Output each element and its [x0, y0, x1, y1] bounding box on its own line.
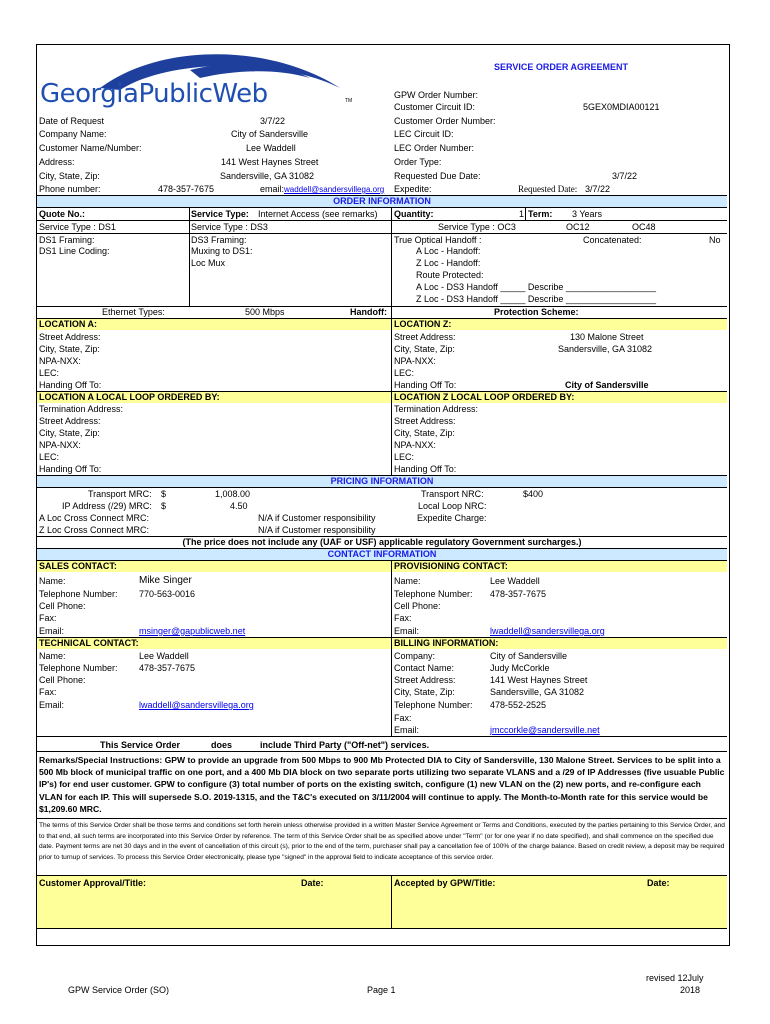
bill-contact-label: Contact Name: [394, 663, 455, 673]
bill-city-value: Sandersville, GA 31082 [490, 687, 585, 697]
loc-z-city-label: City, State, Zip: [394, 344, 455, 354]
term-label: Term: [528, 209, 553, 219]
rule [37, 233, 727, 234]
tech-cell-label: Cell Phone: [39, 675, 86, 685]
customer-circuit-id-value: 5GEX0MDIA00121 [583, 102, 660, 112]
z-loc-handoff-label: Z Loc - Handoff: [416, 258, 481, 268]
a-cross-connect-value: N/A if Customer responsibility [258, 513, 376, 523]
lec-order-number-label: LEC Order Number: [394, 143, 475, 153]
loc-z-street-value: 130 Malone Street [570, 332, 644, 342]
location-z-header: LOCATION Z: [394, 319, 452, 329]
a-cross-connect-label: A Loc Cross Connect MRC: [39, 513, 150, 523]
tech-name-label: Name: [39, 651, 66, 661]
address-label: Address: [39, 157, 75, 167]
transport-mrc-dollar: $ [161, 489, 167, 499]
customer-name-value: Lee Waddell [246, 143, 296, 153]
bill-company-value: City of Sandersville [490, 651, 568, 661]
footer-left: GPW Service Order (SO) [68, 985, 170, 995]
tech-phone-value: 478-357-7675 [139, 663, 196, 673]
loop-a-city-label: City, State, Zip: [39, 428, 100, 438]
z-cross-connect-value: N/A if Customer responsibility [258, 525, 376, 535]
rule [37, 928, 727, 929]
loc-z-handing-label: Handing Off To: [394, 380, 457, 390]
loc-mux-label: Loc Mux [191, 258, 226, 268]
prov-email-label: Email: [394, 626, 420, 636]
transport-nrc-value: $400 [523, 489, 544, 499]
bill-contact-value: Judy McCorkle [490, 663, 550, 673]
tech-email-label: Email: [39, 700, 65, 710]
third-party-part1: This Service Order [100, 740, 181, 750]
service-type-ds1: Service Type : DS1 [39, 222, 116, 232]
technical-contact-header: TECHNICAL CONTACT: [39, 638, 139, 648]
bill-phone-label: Telephone Number: [394, 700, 473, 710]
bill-email-link[interactable]: jmccorkle@sandersville.net [490, 725, 600, 735]
prov-email-link[interactable]: lwaddell@sandersvillega.org [490, 626, 605, 636]
third-party-part3: include Third Party ("Off-net") services. [260, 740, 430, 750]
rule [37, 736, 727, 737]
ethernet-types-value: 500 Mbps [245, 307, 285, 317]
route-protected-label: Route Protected: [416, 270, 484, 280]
date-of-request-value: 3/7/22 [260, 116, 286, 126]
city-state-zip-value: Sandersville, GA 31082 [220, 171, 315, 181]
sales-contact-header: SALES CONTACT: [39, 561, 117, 571]
email-label: email: [260, 184, 285, 194]
gpw-approval-label: Accepted by GPW/Title: [394, 878, 496, 888]
remarks-text: Remarks/Special Instructions: GPW to provide an upgrade from 500 Mbps to 900 Mb Protected DIA to City of Sandersville, 130 Malone Street. Services to be split into a 500 Mb block of municipal traffic on one port, and a 400 Mb DIA block on two separate ports utilizing two separate VLANS and a /29 of IP Addresses (five usuable Public IP's) for end user customer. GPW to configure (3) total number of ports on the existing switch, configure (1) new VLAN on the (2) new ports, and re-configure each VLAN for each IP. This will supersede S.O. 2019-1315, and the T&C's executed on 3/11/2004 will continue to apply. The Month-to-Month rate for this service would be $1,209.60 MRC. [39, 755, 725, 814]
ip-mrc-label: IP Address (/29) MRC: [62, 501, 152, 511]
tech-name-value: Lee Waddell [139, 651, 189, 661]
loop-a-handing-label: Handing Off To: [39, 464, 102, 474]
loc-z-street-label: Street Address: [394, 332, 456, 342]
loc-a-npa-label: NPA-NXX: [39, 356, 81, 366]
order-type-label: Order Type: [394, 157, 442, 167]
customer-circuit-id-label: Customer Circuit ID: [394, 102, 476, 112]
terms-text: The terms of this Service Order shall be those terms and conditions set forth herein unless otherwise provided in a written Master Service Agreement or Terms and Conditions, executed by the parties pertaining to this Service Order, and to that end, all such terms are incorporated into this Service Order by reference. The term of this Service Order shall be as specified above under "Term" (or for one year if no date specified), and shall commence on the specified due date. Payment terms are net 30 days and in the event of cancellation of this circuit (s), prior to the end of the term, purchaser shall pay a cancellation fee of 100% of the charge balance. Based on credit review, a deposit may be required prior to turnup of services. To process this Service Order electronically, please type "signed" in the approval field to indicate acceptance of this service order. [39, 822, 725, 861]
rule [525, 208, 526, 220]
form-title: SERVICE ORDER AGREEMENT [494, 62, 629, 72]
footer-revised: revised 12July [646, 973, 704, 983]
prov-name-value: Lee Waddell [490, 576, 540, 586]
gpw-logo [40, 48, 360, 108]
muxing-label: Muxing to DS1: [191, 246, 253, 256]
loop-a-street-label: Street Address: [39, 416, 101, 426]
transport-nrc-label: Transport NRC: [421, 489, 484, 499]
loc-a-street-label: Street Address: [39, 332, 101, 342]
phone-number-label: Phone number: [39, 184, 101, 194]
footer-page: Page 1 [367, 985, 396, 995]
bill-phone-value: 478-552-2525 [490, 700, 547, 710]
rule [391, 208, 392, 220]
concatenated-value: No [709, 235, 721, 245]
handoff-label: Handoff: [350, 307, 387, 317]
sales-name-value: Mike Singer [139, 575, 192, 586]
requested-date-label: Requested Date: [518, 184, 578, 194]
loop-z-lec-label: LEC: [394, 452, 415, 462]
sales-cell-label: Cell Phone: [39, 601, 86, 611]
loop-z-header: LOCATION Z LOCAL LOOP ORDERED BY: [394, 392, 575, 402]
ds3-framing-label: DS3 Framing: [191, 235, 247, 245]
sales-phone-value: 770-563-0016 [139, 589, 196, 599]
ds1-line-coding-label: DS1 Line Coding: [39, 246, 110, 256]
transport-mrc-label: Transport MRC: [88, 489, 152, 499]
z-loc-ds3-label: Z Loc - DS3 Handoff _____ Describe __________________ [416, 294, 657, 304]
bill-fax-label: Fax: [394, 713, 412, 723]
phone-number-value: 478-357-7675 [158, 184, 215, 194]
prov-fax-label: Fax: [394, 613, 412, 623]
sales-email-link[interactable]: msinger@gapublicweb.net [139, 626, 246, 636]
requested-date-value: 3/7/22 [585, 184, 611, 194]
sales-email-label: Email: [39, 626, 65, 636]
rule [37, 751, 727, 752]
rule [37, 487, 727, 488]
rule [391, 876, 392, 928]
tech-fax-label: Fax: [39, 687, 57, 697]
rule [37, 207, 727, 208]
date-of-request-label: Date of Request [39, 116, 105, 126]
local-loop-nrc-label: Local Loop NRC: [418, 501, 487, 511]
billing-information-header: BILLING INFORMATION: [394, 638, 499, 648]
quantity-label: Quantity: [394, 209, 434, 219]
footer-year: 2018 [680, 985, 701, 995]
service-type-oc3: Service Type : OC3 [438, 222, 516, 232]
term-value: 3 Years [572, 209, 603, 219]
bill-company-label: Company: [394, 651, 436, 661]
z-cross-connect-label: Z Loc Cross Connect MRC: [39, 525, 150, 535]
sales-name-label: Name: [39, 576, 66, 586]
true-optical-label: True Optical Handoff : [394, 235, 482, 245]
customer-date-label: Date: [301, 878, 324, 888]
loc-z-lec-label: LEC: [394, 368, 415, 378]
pricing-note: (The price does not include any (UAF or USF) applicable regulatory Government surcharges.) [182, 537, 582, 547]
loop-a-npa-label: NPA-NXX: [39, 440, 81, 450]
order-information-band: ORDER INFORMATION [37, 196, 727, 207]
loc-z-handing-value: City of Sandersville [565, 380, 649, 390]
loop-z-handing-label: Handing Off To: [394, 464, 457, 474]
customer-order-number-label: Customer Order Number: [394, 116, 496, 126]
oc12-label: OC12 [566, 222, 590, 232]
requested-due-date-label: Requested Due Date: [394, 171, 481, 181]
gpw-order-number-label: GPW Order Number: [394, 90, 479, 100]
loc-z-city-value: Sandersville, GA 31082 [558, 344, 653, 354]
sales-phone-label: Telephone Number: [39, 589, 118, 599]
pricing-information-band: PRICING INFORMATION [37, 476, 727, 487]
loop-a-lec-label: LEC: [39, 452, 60, 462]
a-loc-ds3-label: A Loc - DS3 Handoff _____ Describe __________________ [416, 282, 657, 292]
prov-phone-label: Telephone Number: [394, 589, 473, 599]
rule [37, 818, 727, 819]
loop-z-street-label: Street Address: [394, 416, 456, 426]
concatenated-label: Concatenated: [583, 235, 642, 245]
gpw-date-label: Date: [647, 878, 670, 888]
rule [189, 208, 190, 220]
service-type-ds3: Service Type : DS3 [191, 222, 268, 232]
rule [37, 220, 727, 221]
ethernet-types-label: Ethernet Types: [102, 307, 165, 317]
email-link[interactable]: waddell@sandersvillega.org [284, 185, 385, 194]
bill-street-label: Street Address: [394, 675, 456, 685]
sales-fax-label: Fax: [39, 613, 57, 623]
loop-z-npa-label: NPA-NXX: [394, 440, 436, 450]
loop-z-city-label: City, State, Zip: [394, 428, 455, 438]
company-name-value: City of Sandersville [231, 129, 309, 139]
service-type-label: Service Type: [191, 209, 249, 219]
location-a-header: LOCATION A: [39, 319, 97, 329]
service-type-value: Internet Access (see remarks) [258, 209, 378, 219]
third-party-part2: does [211, 740, 233, 750]
a-loc-handoff-label: A Loc - Handoff: [416, 246, 481, 256]
prov-cell-label: Cell Phone: [394, 601, 441, 611]
tech-email-link[interactable]: lwaddell@sandersvillega.org [139, 700, 254, 710]
company-name-label: Company Name: [39, 129, 107, 139]
quote-no-label: Quote No.: [39, 209, 85, 219]
prov-phone-value: 478-357-7675 [490, 589, 547, 599]
bill-email-label: Email: [394, 725, 420, 735]
ip-mrc-value: 4.50 [230, 501, 248, 511]
logo-text: GeorgiaPublicWeb [40, 79, 268, 109]
ip-mrc-dollar: $ [161, 501, 167, 511]
loc-a-lec-label: LEC: [39, 368, 60, 378]
lec-circuit-id-label: LEC Circuit ID: [394, 129, 454, 139]
loop-z-termination-label: Termination Address: [394, 404, 479, 414]
loop-a-header: LOCATION A LOCAL LOOP ORDERED BY: [39, 392, 220, 402]
protection-scheme-label: Protection Scheme: [494, 307, 579, 317]
bill-city-label: City, State, Zip: [394, 687, 455, 697]
ds1-framing-label: DS1 Framing: [39, 235, 95, 245]
expedite-label: Expedite: [394, 184, 432, 194]
requested-due-date-value: 3/7/22 [612, 171, 638, 181]
provisioning-contact-header: PROVISIONING CONTACT: [394, 561, 508, 571]
address-value: 141 West Haynes Street [221, 157, 319, 167]
loc-a-city-label: City, State, Zip: [39, 344, 100, 354]
oc48-label: OC48 [632, 222, 656, 232]
transport-mrc-value: 1,008.00 [215, 489, 251, 499]
customer-name-label: Customer Name/Number: [39, 143, 142, 153]
loc-z-npa-label: NPA-NXX: [394, 356, 436, 366]
quantity-value: 1 [519, 209, 525, 219]
loop-a-termination-label: Termination Address: [39, 404, 124, 414]
contact-information-band: CONTACT INFORMATION [37, 549, 727, 560]
tech-phone-label: Telephone Number: [39, 663, 118, 673]
expedite-charge-label: Expedite Charge: [417, 513, 487, 523]
logo-tm: TM [345, 98, 353, 104]
city-state-zip-label: City, State, Zip: [39, 171, 100, 181]
customer-approval-label: Customer Approval/Title: [39, 878, 147, 888]
prov-name-label: Name: [394, 576, 421, 586]
bill-street-value: 141 West Haynes Street [490, 675, 588, 685]
loc-a-handing-label: Handing Off To: [39, 380, 102, 390]
